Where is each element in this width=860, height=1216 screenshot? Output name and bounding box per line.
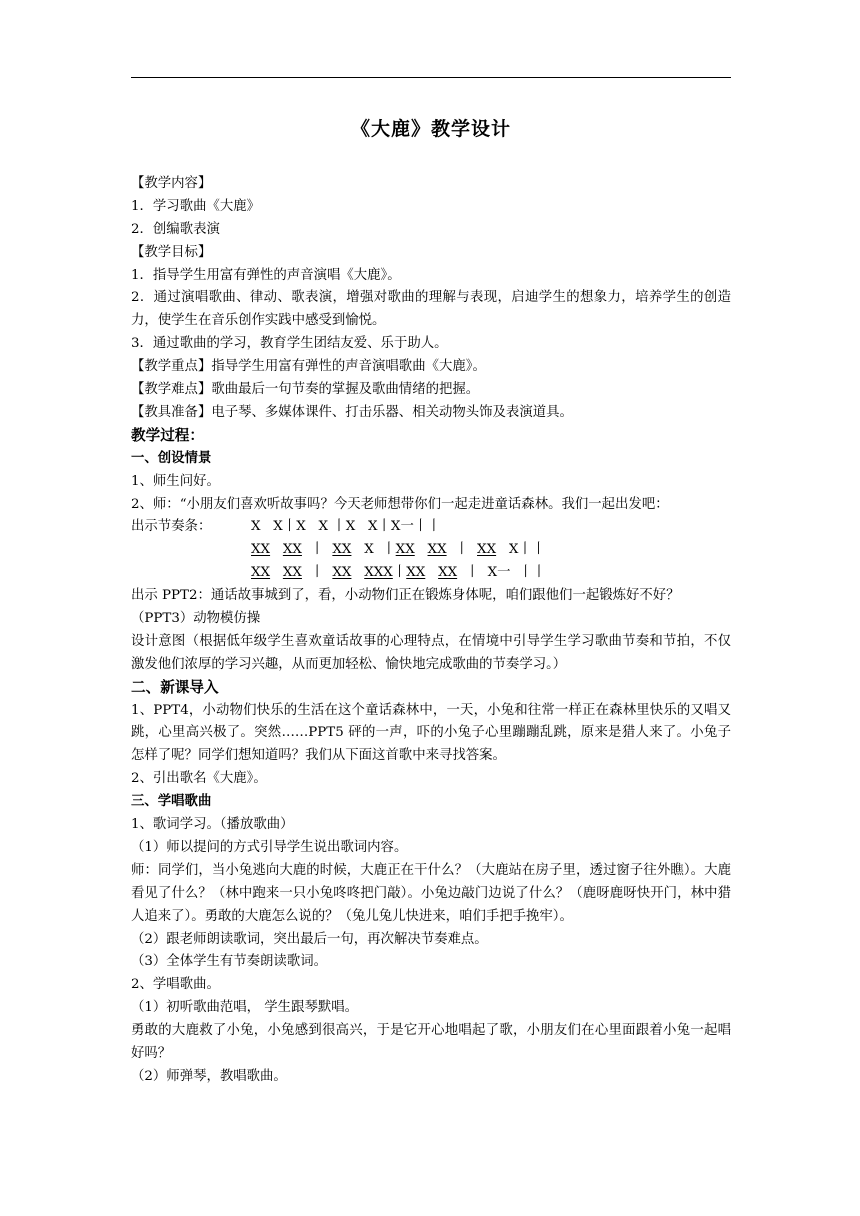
rhythm-notes-2: XX XX 丨 XX X 丨XX XX 丨 XX X丨丨 [251, 542, 546, 558]
rhythm-row-2 [131, 539, 731, 562]
section-1-item-2: 2、师：“小朋友们喜欢听故事吗？今天老师想带你们一起走进童话森林。我们一起出发吧： [131, 496, 669, 512]
process-heading: 教学过程： [131, 426, 204, 444]
section-2-item-1: 1、PPT4，小动物们快乐的生活在这个童话森林中，一天，小兔和往常一样正在森林里快乐的又唱又跳，心里高兴极了。突然……PPT5 砰的一声，吓的小兔子心里蹦蹦乱跳，原来是猎人来了。小兔子怎样了呢？同学们想知道吗？我们从下面这首歌中来寻找答案。 [131, 702, 731, 764]
section-2-heading: 二、新课导入 [131, 678, 219, 696]
section-3-item-1c: （3）全体学生有节奏朗读歌词。 [131, 954, 327, 970]
key-point: 【教学重点】指导学生用富有弹性的声音演唱歌曲《大鹿》。 [131, 359, 486, 375]
section-1-heading: 一、创设情景 [131, 450, 212, 466]
rhythm-notes-3: XX XX 丨 XX XXX丨XX XX 丨 X一 丨丨 [251, 565, 546, 581]
section-3-item-2: 2、学唱歌曲。 [131, 977, 220, 993]
ppt3-text: （PPT3）动物模仿操 [131, 610, 261, 626]
section-3-item-1a: （1）师以提问的方式引导学生说出歌词内容。 [131, 839, 408, 855]
goal-item-3: 3．通过歌曲的学习，教育学生团结友爱、乐于助人。 [131, 336, 448, 352]
section-3-item-1b: （2）跟老师朗读歌词，突出最后一句，再次解决节奏难点。 [131, 931, 488, 947]
teaching-goals-label: 【教学目标】 [131, 244, 212, 260]
goal-item-1: 1．指导学生用富有弹性的声音演唱《大鹿》。 [131, 267, 401, 283]
materials: 【教具准备】电子琴、多媒体课件、打击乐器、相关动物头饰及表演道具。 [131, 404, 573, 420]
document-body [131, 173, 731, 1089]
document-page [131, 0, 731, 1216]
header-rule [131, 77, 731, 78]
ppt2-text: 出示 PPT2：通话故事城到了，看，小动物们正在锻炼身体呢，咱们跟他们一起锻炼好不好？ [131, 588, 680, 604]
design-intent: 设计意图（根据低年级学生喜欢童话故事的心理特点，在情境中引导学生学习歌曲节奏和节拍，不仅激发他们浓厚的学习兴趣，从而更加轻松、愉快地完成歌曲的节奏学习。） [131, 633, 731, 672]
section-3-item-1: 1、歌词学习。（播放歌曲） [131, 817, 294, 833]
section-3-item-2b: （2）师弹琴，教唱歌曲。 [131, 1068, 287, 1084]
section-3-story: 勇敢的大鹿救了小兔，小兔感到很高兴，于是它开心地唱起了歌，小朋友们在心里面跟着小兔一起唱好吗？ [131, 1023, 731, 1062]
section-3-dialogue: 师：同学们，当小兔逃向大鹿的时候，大鹿正在干什么？（大鹿站在房子里，透过窗子往外瞧）。大鹿看见了什么？（林中跑来一只小兔咚咚把门敲）。小兔边敲门边说了什么？（鹿呀鹿呀快开门，林中猎人追来了）。勇敢的大鹿怎么说的？（兔儿兔儿快进来，咱们手把手挽牢）。 [131, 862, 731, 924]
section-3-item-2a: （1）初听歌曲范唱， 学生跟琴默唱。 [131, 1000, 359, 1016]
difficulty: 【教学难点】歌曲最后一句节奏的掌握及歌曲情绪的把握。 [131, 382, 480, 398]
teaching-content-label: 【教学内容】 [131, 176, 212, 191]
content-item-2: 2．创编歌表演 [131, 221, 220, 237]
section-1-item-1: 1、师生问好。 [131, 473, 220, 489]
document-title: 《大鹿》教学设计 [350, 118, 511, 140]
rhythm-lead: 出示节奏条： [131, 519, 212, 535]
section-3-heading: 三、学唱歌曲 [131, 794, 212, 810]
section-2-item-2: 2、引出歌名《大鹿》。 [131, 771, 267, 787]
goal-item-2: 2．通过演唱歌曲、律动、歌表演，增强对歌曲的理解与表现，启迪学生的想象力，培养学生的创造力，使学生在音乐创作实践中感受到愉悦。 [131, 290, 731, 329]
rhythm-row-1 [131, 516, 731, 539]
rhythm-row-3 [131, 562, 731, 585]
content-item-1: 1．学习歌曲《大鹿》 [131, 198, 261, 214]
rhythm-notes-1: X X丨X X 丨X X丨X一丨丨 [251, 519, 441, 535]
